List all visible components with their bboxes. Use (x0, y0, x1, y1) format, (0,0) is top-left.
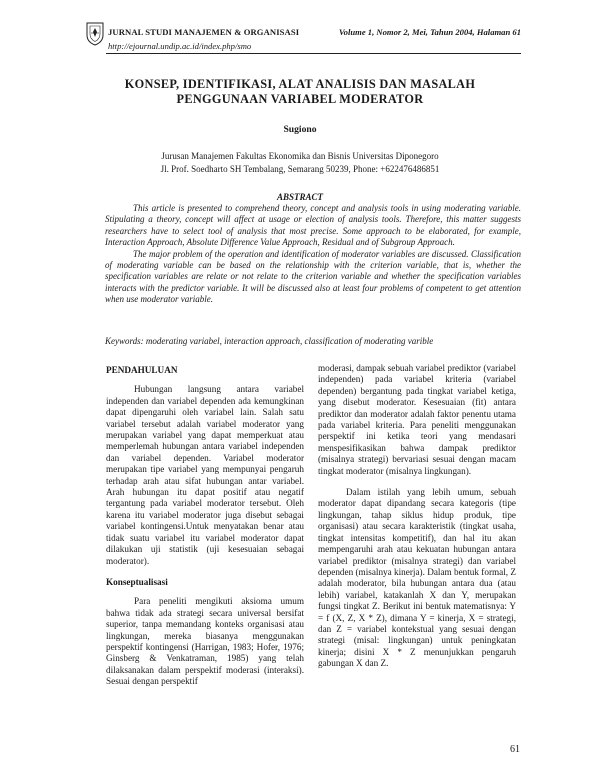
body-paragraph: Hubungan langsung antara variabel independen dan variabel dependen ada kemungkinan dapat dipengaruhi oleh variabel lain. Salah satu variabel tersebut adalah variabel moderator yang merupakan variabel yang dapat memperkuat atau memperlemah hubungan antara variabel independen dan variabel dependen. Variabel moderator merupakan tipe variabel yang mempunyai pengaruh terhadap arah atau sifat hubungan antar variabel. Arah hubungan itu dapat positif atau negatif tergantung pada variabel moderator tersebut. Oleh karena itu variabel moderator juga disebut sebagai variabel kontingensi.Untuk menyatakan benar atau tidak suatu variabel itu variabel moderator dapat dilakukan uji statistik (uji kesesuaian sebagai moderator). (106, 384, 304, 566)
section-heading-pendahuluan: PENDAHULUAN (106, 365, 178, 375)
abstract-paragraph-2: The major problem of the operation and identification of moderator variables are discussed. Classification of moderating variable can be based on the relationship with the criterion variable, that is, whether the specification variables are relate or not relate to the criterion variable and whether the specification variables interacts with the predictor variable. It will be discussed also at least four problems of competent to get attention when use moderator variable. (105, 248, 521, 305)
abstract-heading: ABSTRACT (276, 192, 323, 202)
keywords: Keywords: moderating variabel, interaction approach, classification of moderating varible (105, 336, 434, 346)
journal-name: JURNAL STUDI MANAJEMEN & ORGANISASI (108, 27, 300, 37)
abstract-paragraph-1: This article is presented to comprehend theory, concept and analysis tools in using moderating variable. Stipulating a theory, concept will affect at usage or election of analysis tools. Therefore, this matter suggests researchers have to select tool of analysis that most precise. Some approach to be elaborated, for example, Interaction Approach, Absolute Difference Value Approach, Residual and of Subgroup Approach. (105, 203, 521, 248)
paper-title-line-1: KONSEP, IDENTIFIKASI, ALAT ANALISIS DAN MASALAH (124, 77, 476, 91)
page-number: 61 (510, 744, 520, 755)
body-paragraph: Dalam istilah yang lebih umum, sebuah moderator dapat dipandang secara kategoris (tipe lingkungan, tahap siklus hidup produk, tipe organisasi) atau secara karakteristik (tingkat usaha, tingkat intensitas kompetitif), dan hal itu akan mempengaruhi arah atau kekuatan hubungan antara variabel prediktor (misalnya strategi) dan variabel dependen (misalnya kinerja). Dalam bentuk formal, Z adalah moderator, bila hubungan antara dua (atau lebih) variabel, katakanlah X dan Y, merupakan fungsi tingkat Z. Berikut ini bentuk matematisnya: Y = f (X, Z, X * Z), dimana Y = kinerja, X = strategi, dan Z = variabel kontekstual yang sesuai dengan strategi (misal: lingkungan) untuk peningkatan kinerja; disini X * Z menunjukkan pengaruh gabungan X dan Z. (318, 487, 516, 669)
abstract-body (105, 203, 521, 306)
affiliation-line-1: Jurusan Manajemen Fakultas Ekonomika dan Bisnis Universitas Diponegoro (161, 151, 439, 161)
journal-volume-info: Volume 1, Nomor 2, Mei, Tahun 2004, Halaman 61 (338, 27, 521, 37)
paper-title (60, 77, 540, 107)
author-affiliation (100, 150, 500, 176)
body-paragraph: moderasi, dampak sebuah variabel prediktor (variabel independen) pada variabel kriteria (variabel dependen) bergantung pada tingkat variabel ketiga, yang disebut moderator. Kesesuaian (fit) antara prediktor dan moderator adalah faktor penentu utama pada variabel kriteria. Para peneliti menggunakan perspektif ini ketika teori yang mendasari menspesifikasikan bahwa dampak prediktor (misalnya strategi) bervariasi sesuai dengan macam tingkat moderator (misalnya lingkungan). (318, 363, 516, 476)
paper-title-line-2: PENGGUNAAN VARIABEL MODERATOR (176, 92, 424, 106)
header-rule (106, 53, 521, 54)
author-name: Sugiono (283, 124, 317, 135)
section-heading-konseptualisasi: Konseptualisasi (106, 576, 168, 587)
affiliation-line-2: Jl. Prof. Soedharto SH Tembalang, Semarang 50239, Phone: +622476486851 (160, 164, 440, 174)
university-seal-icon (86, 22, 104, 46)
body-paragraph: Para peneliti mengikuti aksioma umum bahwa tidak ada strategi secara universal bersifat superior, tanpa memandang konteks organisasi atau lingkungan, mereka biasanya menggunakan perspektif kontingensi (Harrigan, 1983; Hofer, 1976; Ginsberg & Venkatraman, 1985) yang telah dilaksanakan dalam perspektif moderasi (interaksi). Sesuai dengan perspektif (106, 596, 304, 687)
left-column (106, 365, 304, 688)
right-column (318, 363, 516, 670)
journal-url[interactable]: http://ejournal.undip.ac.id/index.php/smo (108, 41, 252, 51)
